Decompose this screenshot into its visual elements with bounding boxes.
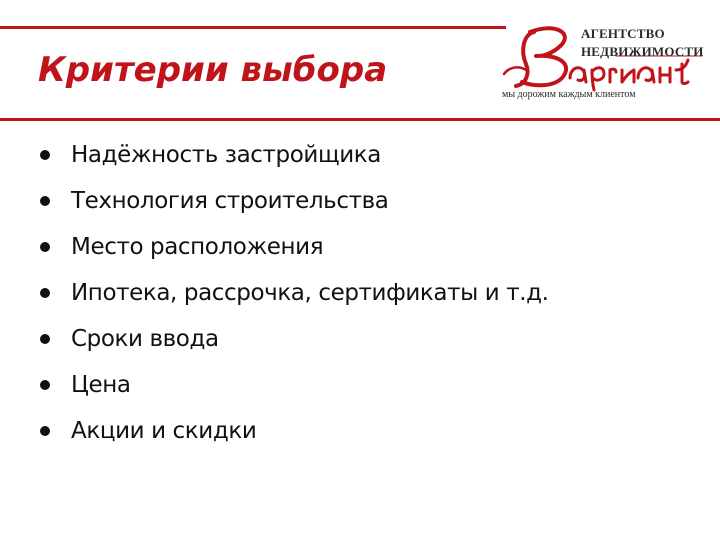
list-item-text: Цена [71, 372, 131, 398]
bullet-icon [40, 196, 50, 206]
title-divider [0, 118, 720, 121]
bullet-icon [40, 334, 50, 344]
list-item-text: Акции и скидки [71, 418, 257, 444]
agency-logo [496, 20, 706, 106]
bullet-icon [40, 242, 50, 252]
bullet-icon [40, 380, 50, 390]
logo-realty-label: НЕДВИЖИМОСТИ [581, 44, 704, 59]
slide-title: Критерии выбора [38, 50, 388, 90]
bullet-icon [40, 426, 50, 436]
list-item-text: Ипотека, рассрочка, сертификаты и т.д. [71, 280, 549, 306]
bullet-icon [40, 288, 50, 298]
list-item-text: Место расположения [71, 234, 324, 260]
bullet-icon [40, 150, 50, 160]
list-item-text: Технология строительства [71, 188, 389, 214]
logo-agency-label: АГЕНТСТВО [581, 26, 665, 41]
top-divider [0, 26, 506, 29]
list-item-text: Надёжность застройщика [71, 142, 381, 168]
list-item-text: Сроки ввода [71, 326, 219, 352]
logo-tagline: мы дорожим каждым клиентом [502, 89, 636, 100]
